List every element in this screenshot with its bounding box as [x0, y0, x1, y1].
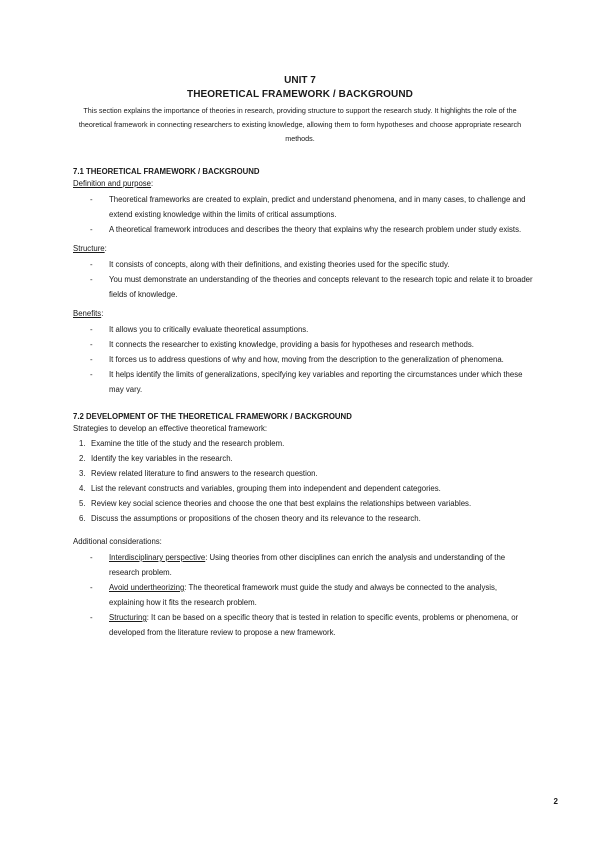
- unit-label: UNIT 7: [284, 75, 316, 86]
- strategies-label: Strategies to develop an effective theoretical framework:: [73, 424, 268, 433]
- strategies-list: [73, 436, 533, 526]
- section-1-heading: 7.1 THEORETICAL FRAMEWORK / BACKGROUND: [73, 167, 260, 176]
- consideration-term: Avoid undertheorizing: [109, 583, 185, 592]
- benefits-label: Benefits: [73, 309, 102, 318]
- list-item: 4. List the relevant constructs and variables, grouping them into independent and dependent categories.: [79, 484, 441, 493]
- document-header: [60, 74, 540, 146]
- definition-list: [73, 192, 533, 237]
- list-item: - A theoretical framework introduces and describes the theory that explains why the research problem under study exists.: [73, 222, 533, 237]
- structure-subheading: Structure:: [73, 244, 107, 253]
- considerations-list: [73, 550, 533, 640]
- list-item: - Theoretical frameworks are created to explain, predict and understand phenomena, and in many cases, to challenge and extend existing knowledge within the limits of critical assumptions.: [73, 192, 533, 222]
- document-body: [73, 166, 533, 640]
- list-item: - Avoid undertheorizing: The theoretical framework must guide the study and always be connected to the analysis, explaining how it fits the research problem.: [73, 580, 533, 610]
- list-item: - Structuring: It can be based on a specific theory that is tested in relation to specific events, problems or phenomena, or developed from the literature review to propose a new framework.: [73, 610, 533, 640]
- list-item: 2. Identify the key variables in the research.: [79, 454, 233, 463]
- additional-label: Additional considerations:: [73, 537, 162, 546]
- consideration-term: Structuring: [109, 613, 147, 622]
- list-item: - You must demonstrate an understanding of the theories and concepts relevant to the research topic and relate it to broader fields of knowledge.: [73, 272, 533, 302]
- list-item: - It forces us to address questions of why and how, moving from the description to the generalization of phenomena.: [73, 352, 533, 367]
- list-item: - It helps identify the limits of generalizations, specifying key variables and reporting the circumstances under which these may vary.: [73, 367, 533, 397]
- page-number: 2: [553, 797, 558, 806]
- page-title: THEORETICAL FRAMEWORK / BACKGROUND: [187, 89, 413, 100]
- list-item: 6. Discuss the assumptions or propositions of the chosen theory and its relevance to the research.: [79, 514, 421, 523]
- list-item: - It connects the researcher to existing knowledge, providing a basis for hypotheses and research methods.: [73, 337, 533, 352]
- benefits-subheading: Benefits:: [73, 309, 104, 318]
- intro-paragraph: This section explains the importance of theories in research, providing structure to support the research study. It highlights the role of the theoretical framework in connecting researchers to existing knowledge, allowing them to form hypotheses and choose appropriate research methods.: [78, 106, 522, 143]
- consideration-term: Interdisciplinary perspective: [109, 553, 206, 562]
- list-item: 5. Review key social science theories and choose the one that best explains the relationships between variables.: [79, 499, 472, 508]
- benefits-list: [73, 322, 533, 397]
- list-item: 3. Review related literature to find answers to the research question.: [79, 469, 318, 478]
- definition-subheading: Definition and purpose:: [73, 179, 154, 188]
- section-2-heading: 7.2 DEVELOPMENT OF THE THEORETICAL FRAMEWORK / BACKGROUND: [73, 412, 352, 421]
- list-item: - Interdisciplinary perspective: Using theories from other disciplines can enrich the analysis and understanding of the research problem.: [73, 550, 533, 580]
- list-item: 1. Examine the title of the study and the research problem.: [79, 439, 285, 448]
- structure-label: Structure: [73, 244, 105, 253]
- list-item: - It consists of concepts, along with their definitions, and existing theories used for the specific study.: [73, 257, 533, 272]
- structure-list: [73, 257, 533, 302]
- definition-label: Definition and purpose: [73, 179, 152, 188]
- list-item: - It allows you to critically evaluate theoretical assumptions.: [73, 322, 533, 337]
